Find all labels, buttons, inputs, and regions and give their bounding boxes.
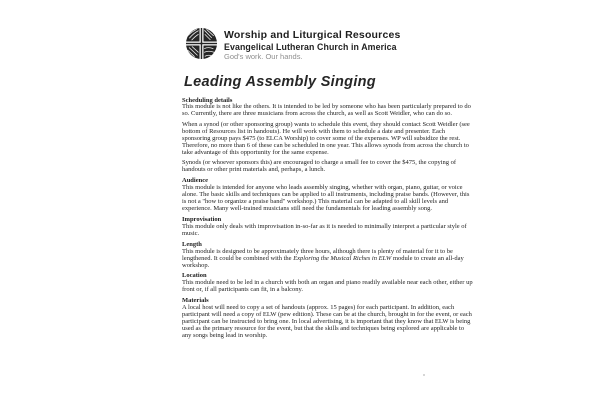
org-name: Worship and Liturgical Resources	[224, 29, 401, 41]
paragraph: When a synod (or other sponsoring group) wants to schedule this event, they should contact Scott Weidler (see bottom of Resources list in handouts). He will work with them to schedule a date and presenter. Each sponsoring group pays $475 (to ELCA Worship) to cover some of the expenses. WP will subsidize the rest. Therefore, no more than 6 of these can be scheduled in one year. This allows synods from across the church to take advantage of this opportunity for the same expense.	[182, 120, 470, 156]
paragraph: This module is designed to be approximately three hours, although there is plenty of material for it to be lengthened. It could be combined with the Exploring the Musical Riches in ELW module to create an all-day workshop.	[182, 247, 464, 269]
paragraph: This module need to be led in a church with both an organ and piano readily available near each other, either up front or, if all participants can fit, in a balcony.	[182, 279, 473, 294]
section-heading: Improvisation	[182, 215, 222, 223]
document-sheet	[182, 27, 474, 340]
paragraph: This module is intended for anyone who leads assembly singing, whether with organ, piano, guitar, or voice alone. The basic skills and techniques can be applied to all instruments, including praise bands. (However, this is not a "how to organize a praise band" workshop.) This material can be adapted to all skill levels and experience. Many well-trained musicians still need the fundamentals for leading assembly song.	[182, 183, 470, 212]
paragraph: A local host will need to copy a set of handouts (approx. 15 pages) for each participant. In addition, each participant will need a copy of ELW (pew edition). These can be at the church, brought in for the event, or each participant can be instructed to bring one. In local advertising, it is important that they know that ELW is being used as the primary resource for the event, but that the skills and techniques being explored are applicable to any songs being lead in worship.	[182, 304, 472, 340]
letterhead-text	[224, 27, 401, 62]
scan-artifact-dot	[423, 374, 425, 376]
paragraph: Synods (or whoever sponsors this) are encouraged to charge a small fee to cover the $475, the copying of handouts or other print materials and, perhaps, a lunch.	[182, 159, 457, 174]
document-body	[182, 98, 474, 341]
document-title: Leading Assembly Singing	[184, 73, 376, 90]
section-heading: Materials	[182, 297, 209, 305]
paragraph: This module is not like the others. It is intended to be led by someone who has been particularly prepared to do so. Currently, there are three musicians from across the church, as well as Scott Weidler, who can do so.	[182, 103, 471, 118]
letterhead	[185, 27, 474, 62]
org-tagline: God's work. Our hands.	[224, 52, 303, 61]
section-heading: Location	[182, 272, 207, 280]
paragraph: This module only deals with improvisation in-so-far as it is needed to minimally interpret a particular style of music.	[182, 222, 467, 237]
elca-cross-globe-emblem-icon	[185, 27, 218, 60]
section-heading: Scheduling details	[182, 96, 233, 104]
section-heading: Audience	[182, 177, 208, 185]
org-subtitle: Evangelical Lutheran Church in America	[224, 42, 397, 52]
section-heading: Length	[182, 240, 202, 248]
